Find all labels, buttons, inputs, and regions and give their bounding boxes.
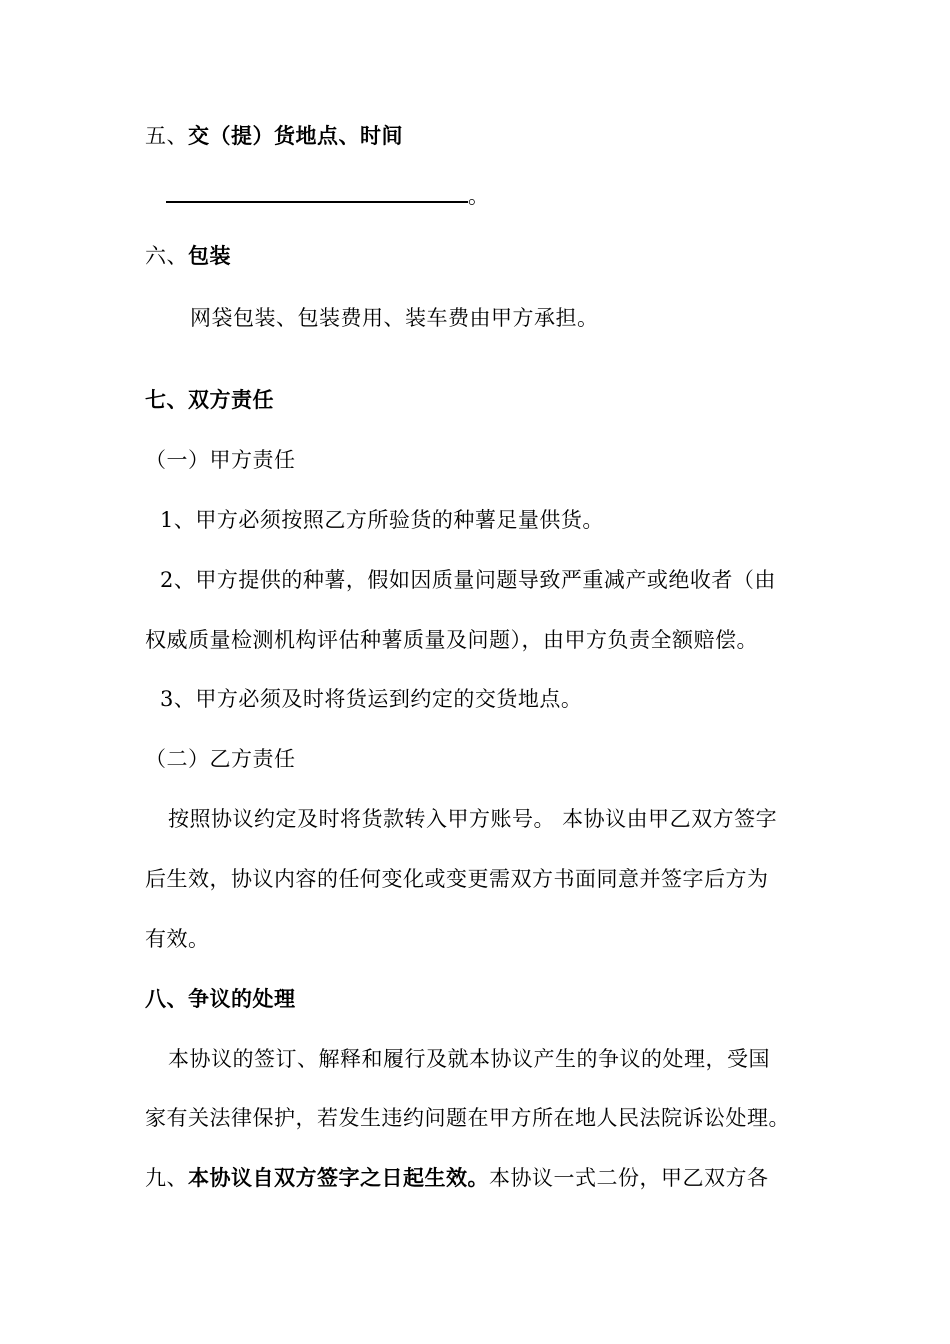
party-a-item-2-line-2: 权威质量检测机构评估种薯质量及问题），由甲方负责全额赔偿。 xyxy=(145,628,758,652)
section-8-heading: 八、争议的处理 xyxy=(145,986,296,1011)
party-b-line-3: 有效。 xyxy=(145,927,210,951)
section-5-title: 交（提）货地点、时间 xyxy=(188,123,403,148)
section-6-body: 网袋包装、包装费用、装车费由甲方承担。 xyxy=(190,306,599,330)
blank-suffix: 。 xyxy=(468,184,490,208)
party-b-line-1: 按照协议约定及时将货款转入甲方账号。 本协议由甲乙双方签字 xyxy=(168,807,778,831)
section-5-blank-line xyxy=(166,181,490,211)
section-7-heading: 七、双方责任 xyxy=(145,387,274,412)
section-8-line-2: 家有关法律保护，若发生违约问题在甲方所在地人民法院诉讼处理。 xyxy=(145,1106,790,1130)
section-9-rest-text: 本协议一式二份，甲乙双方各 xyxy=(489,1166,769,1190)
section-6-title: 包装 xyxy=(188,243,231,268)
party-b-line-2: 后生效，协议内容的任何变化或变更需双方书面同意并签字后方为 xyxy=(145,867,769,891)
section-8-line-1: 本协议的签订、解释和履行及就本协议产生的争议的处理，受国 xyxy=(168,1047,770,1071)
party-a-item-3: 3、甲方必须及时将货运到约定的交货地点。 xyxy=(160,687,583,711)
fill-in-blank xyxy=(166,183,468,203)
party-b-heading: （二）乙方责任 xyxy=(145,747,296,771)
party-a-item-1: 1、甲方必须按照乙方所验货的种薯足量供货。 xyxy=(160,508,604,532)
party-a-item-2-line-1: 2、甲方提供的种薯，假如因质量问题导致严重减产或绝收者（由 xyxy=(160,568,776,592)
section-6-number: 六、 xyxy=(145,244,188,268)
section-5-number: 五、 xyxy=(145,124,188,148)
section-5-heading xyxy=(145,121,403,151)
party-a-heading: （一）甲方责任 xyxy=(145,448,296,472)
section-9-line xyxy=(145,1163,769,1193)
section-9-number: 九、 xyxy=(145,1166,188,1190)
section-6-heading xyxy=(145,241,231,271)
section-9-bold-text: 本协议自双方签字之日起生效。 xyxy=(188,1165,489,1190)
